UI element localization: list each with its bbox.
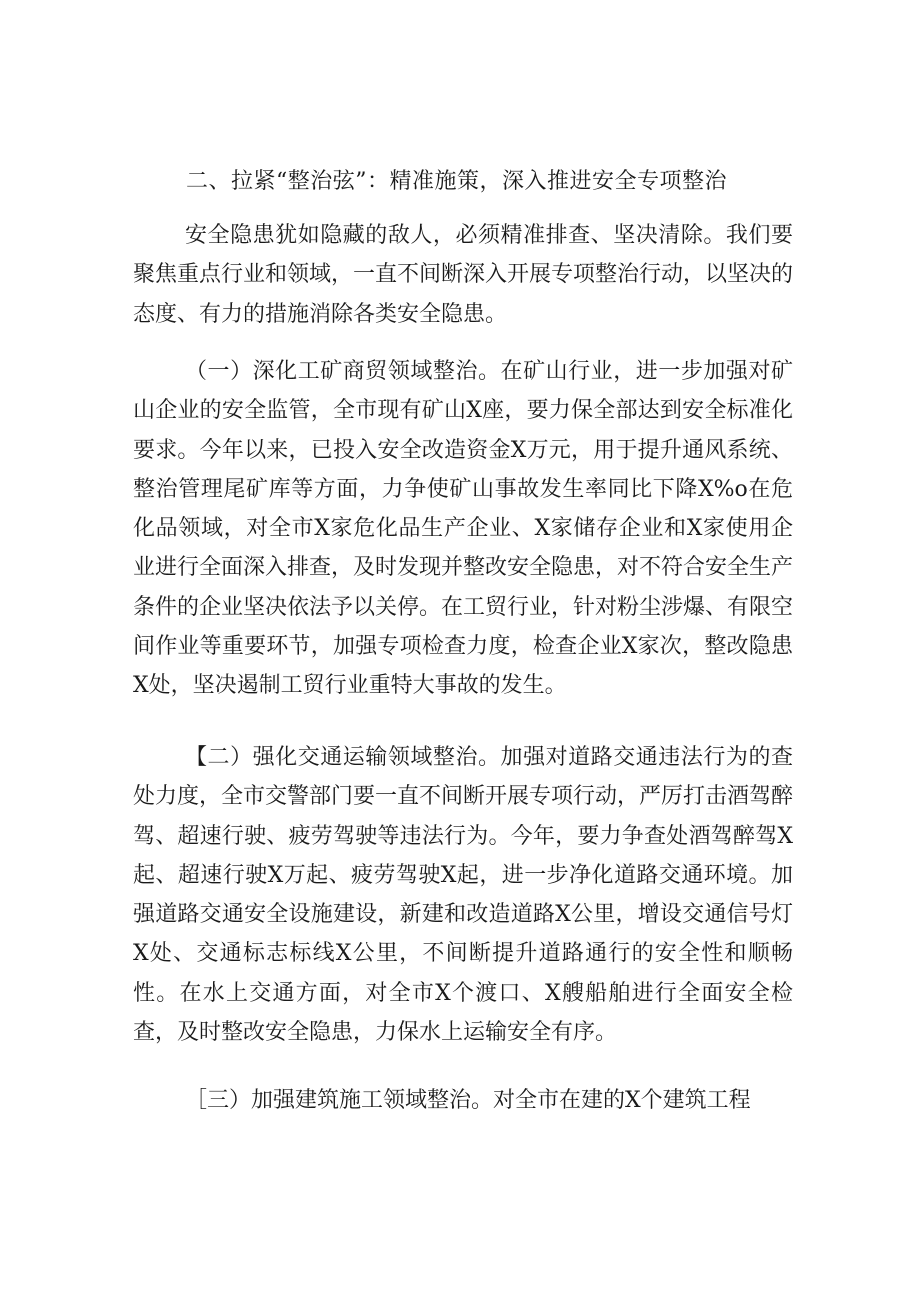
mining-trade-paragraph: （一）深化工矿商贸领域整治。在矿山行业，进一步加强对矿山企业的安全监管，全市现有矿山X座，要力保全部达到安全标准化要求。今年以来，已投入安全改造资金X万元，用于提升通风系统、整治管理尾矿库等方面，力争使矿山事故发生率同比下降X%o在危化品领域，对全市X家危化品生产企业、X家储存企业和X家使用企业进行全面深入排查，及时发现并整改安全隐患，对不符合安全生产条件的企业坚决依法予以关停。在工贸行业，针对粉尘涉爆、有限空间作业等重要环节，加强专项检查力度，检查企业X家次，整改隐患X处，坚决遏制工贸行业重特大事故的发生。: [133, 359, 794, 699]
section-heading: 二、拉紧“整治弦”：精准施策，深入推进安全专项整治: [186, 169, 727, 194]
transport-paragraph: 【二）强化交通运输领域整治。加强对道路交通违法行为的查处力度，全市交警部门要一直不间断开展专项行动，严厉打击酒驾醉驾、超速行驶、疲劳驾驶等违法行为。今年，要力争查处酒驾醉驾X起、超速行驶X万起、疲劳驾驶X起，进一步净化道路交通环境。加强道路交通安全设施建设，新建和改造道路X公里，增设交通信号灯X处、交通标志标线X公里，不间断提升道路通行的安全性和顺畅性。在水上交通方面，对全市X个渡口、X艘船舶进行全面安全检查，及时整改安全隐患，力保水上运输安全有序。: [133, 745, 794, 1046]
construction-paragraph: ［三）加强建筑施工领域整治。对全市在建的X个建筑工程: [185, 1088, 751, 1113]
intro-paragraph: 安全隐患犹如隐藏的敌人，必须精准排查、坚决清除。我们要聚焦重点行业和领域，一直不间断深入开展专项整治行动，以坚决的态度、有力的措施消除各类安全隐患。: [133, 223, 794, 327]
